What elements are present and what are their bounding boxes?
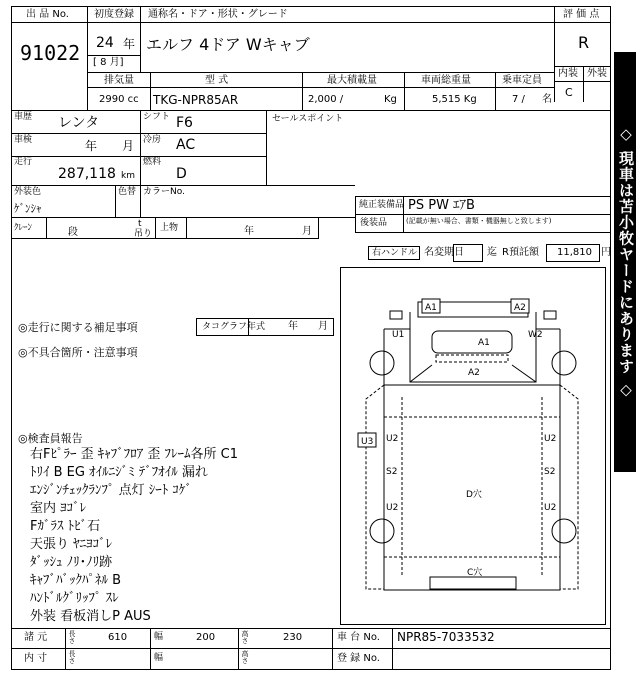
- divider: [11, 156, 266, 157]
- equipment-label: 純正装備品: [359, 200, 405, 210]
- inspector-line: ｷｬﾌﾞﾊﾞｯｸﾊﾟﾈﾙ B: [30, 573, 122, 588]
- length: 610: [108, 632, 128, 643]
- divider: [87, 72, 554, 73]
- divider: [583, 66, 584, 102]
- score: R: [578, 33, 590, 52]
- shift: F6: [176, 115, 193, 131]
- label-d-hole: D穴: [466, 490, 482, 500]
- divider: [11, 185, 355, 186]
- capacity-label: 乗車定員: [502, 75, 542, 86]
- name-change-box: [453, 244, 483, 262]
- label-s2-left: S2: [386, 467, 398, 477]
- chassis-no: NPR85-7033532: [397, 630, 495, 644]
- displacement: 2990 cc: [99, 94, 139, 105]
- interior-grade: C: [565, 86, 573, 99]
- aftermarket-label: 後装品: [360, 218, 388, 228]
- label-u3: U3: [361, 437, 374, 447]
- mileage-label: 走行: [14, 157, 33, 167]
- divider: [554, 81, 611, 82]
- divider: [150, 628, 151, 670]
- gross-weight-label: 車両総重量: [421, 75, 471, 86]
- label-u2-rear-left: U2: [386, 503, 399, 513]
- truck-diagram: [340, 267, 606, 625]
- inner-label: 内 寸: [24, 653, 48, 664]
- divider: [186, 217, 187, 239]
- rear-bumper: [430, 577, 516, 589]
- body-label: 上物: [160, 223, 179, 233]
- divider: [11, 133, 266, 134]
- divider: [11, 22, 88, 23]
- inspector-line: 天張り ﾔﾆﾖｺﾞﾚ: [30, 537, 113, 552]
- front-right-wheel: [552, 351, 576, 375]
- width-label: 幅: [154, 632, 164, 642]
- divider: [65, 628, 66, 670]
- rhd-label: 右ハンドル: [372, 248, 418, 258]
- divider: [11, 110, 611, 111]
- exterior-label: 外装: [587, 68, 607, 79]
- model-code: TKG-NPR85AR: [153, 93, 239, 107]
- divider: [332, 628, 333, 670]
- label-u2-right: U2: [544, 434, 557, 444]
- height-label: 高さ: [241, 630, 249, 644]
- divider: [554, 22, 611, 23]
- divider: [150, 72, 151, 110]
- label-u2-rear-right: U2: [544, 503, 557, 513]
- aftermarket-note: (記載が無い場合、書類・機器無しと致します): [406, 217, 552, 225]
- divider: [302, 72, 303, 110]
- inner-length-label: 長さ: [68, 650, 76, 664]
- sales-point-label: セールスポイント: [272, 114, 344, 124]
- cargo-bed: [384, 385, 560, 590]
- year-unit: 年: [123, 37, 136, 51]
- ext-color: ｹﾞﾝｼｬ: [14, 202, 42, 215]
- displacement-label: 排気量: [104, 75, 134, 86]
- label-u1: U1: [392, 330, 405, 340]
- cab-window: [432, 331, 512, 353]
- history: レンタ: [58, 115, 100, 131]
- max-load-label: 最大積載量: [327, 75, 377, 86]
- ac: AC: [176, 137, 196, 153]
- first-reg-year: 24: [96, 35, 114, 51]
- label-a2-center: A2: [468, 368, 480, 378]
- height: 230: [283, 632, 303, 643]
- model-desc: エルフ 4ドア Wキャブ: [146, 35, 310, 54]
- tacho-year: 年: [288, 321, 298, 332]
- divider: [554, 6, 555, 102]
- gross-weight: 5,515 Kg: [432, 94, 477, 105]
- label-u2-left: U2: [386, 434, 399, 444]
- inner-height-label: 高さ: [241, 650, 249, 664]
- model-desc-label: 通称名・ドア・形状・グレード: [148, 9, 288, 20]
- lot-no-label: 出 品 No.: [26, 9, 69, 20]
- name-change-date-label: 名変期日: [424, 247, 464, 258]
- color-change-label: 色替: [118, 187, 137, 197]
- divider: [11, 648, 611, 649]
- max-load-unit: Kg: [384, 94, 397, 105]
- equipment: PS PW ｴｱB: [408, 198, 475, 213]
- mileage-unit: km: [121, 171, 135, 181]
- inspector-line: 外装 看板消しP AUS: [30, 609, 151, 624]
- shift-label: シフト: [143, 112, 171, 122]
- inspection-label: 車検: [14, 135, 33, 145]
- fuel-label: 燃料: [143, 157, 162, 167]
- chassis-label: 車 台 No.: [337, 632, 380, 643]
- rear-left-wheel: [370, 519, 394, 543]
- inspector-line: ﾀﾞｯｼｭ ﾉﾘ･ﾉﾘ跡: [30, 555, 113, 570]
- first-reg-label: 初度登録: [94, 9, 134, 20]
- divider: [266, 110, 267, 185]
- inspector-line: ﾊﾝﾄﾞﾙｸﾞﾘｯﾌﾟ ｽﾚ: [30, 591, 119, 606]
- divider: [87, 6, 88, 72]
- body-month: 月: [302, 226, 312, 237]
- label-a1-left: A1: [425, 303, 437, 313]
- right-mirror: [544, 311, 556, 319]
- score-label: 評 価 点: [563, 9, 600, 20]
- tacho-month: 月: [318, 321, 328, 332]
- inspector-line: 室内 ﾖｺﾞﾚ: [30, 501, 87, 516]
- crane-ton: 吊り: [134, 229, 153, 239]
- capacity: 7 /: [512, 94, 525, 105]
- inspection-month: 月: [122, 139, 135, 153]
- lot-no: 91022: [20, 41, 81, 65]
- divider: [155, 217, 156, 239]
- r-deposit-label: R預託額: [502, 247, 539, 258]
- divider: [87, 87, 554, 88]
- ac-label: 冷房: [143, 135, 162, 145]
- divider: [140, 6, 141, 72]
- color-no-label: カラーNo.: [143, 187, 185, 197]
- crane-label: ｸﾚｰﾝ: [14, 223, 33, 233]
- first-reg-month: [ 8 月]: [93, 57, 124, 68]
- length-label: 長さ: [68, 630, 76, 644]
- divider: [404, 72, 405, 110]
- tacho-label: タコグラフ年式: [202, 322, 266, 332]
- inspection-year: 年: [85, 139, 98, 153]
- label-a2-right: A2: [514, 303, 526, 313]
- spec-label: 諸 元: [24, 632, 48, 643]
- r-deposit: 11,810: [557, 247, 592, 258]
- max-load: 2,000 /: [308, 94, 344, 105]
- divider: [355, 214, 611, 215]
- mileage: 287,118: [58, 166, 116, 182]
- divider: [392, 628, 393, 670]
- defect-notes-label: ◎不具合箇所・注意事項: [18, 346, 138, 359]
- divider: [46, 217, 47, 239]
- divider: [238, 628, 239, 670]
- model-label: 型 式: [205, 75, 229, 86]
- width: 200: [196, 632, 216, 643]
- history-label: 車歴: [14, 112, 33, 122]
- yen-unit: 円: [601, 247, 611, 258]
- inspector-line: ｴﾝｼﾞﾝﾁｪｯｸﾗﾝﾌﾟ 点灯 ｼｰﾄ ｺｹﾞ: [30, 483, 192, 498]
- ext-color-label: 外装色: [14, 187, 42, 197]
- divider: [140, 185, 141, 217]
- body-year: 年: [244, 226, 254, 237]
- fuel: D: [176, 166, 187, 182]
- label-w2: W2: [528, 330, 543, 340]
- divider: [495, 72, 496, 110]
- reg-no-label: 登 録 No.: [337, 653, 380, 664]
- inspector-line: 右Fﾋﾟﾗｰ 歪 ｷｬﾌﾞﾌﾛｱ 歪 ﾌﾚｰﾑ各所 C1: [30, 447, 238, 462]
- rear-right-wheel: [552, 519, 576, 543]
- capacity-unit: 名: [542, 94, 552, 105]
- label-a1-center: A1: [478, 338, 490, 348]
- yard-banner: ◇ 現車は苫小牧ヤードにあります ◇: [614, 52, 636, 472]
- divider: [115, 185, 116, 217]
- label-s2-right: S2: [544, 467, 556, 477]
- crane-ton-mark: t: [138, 219, 142, 229]
- interior-label: 内装: [558, 68, 578, 79]
- crane-stage: 段: [68, 227, 78, 238]
- inspector-line: ﾄﾘｲ B EG ｵｲﾙﾆｼﾞﾐ ﾃﾞﾌｵｲﾙ 漏れ: [30, 465, 208, 480]
- left-mirror: [390, 311, 402, 319]
- reduction-label: 迄: [487, 247, 497, 258]
- divider: [87, 22, 554, 23]
- dims-table: [11, 628, 611, 670]
- front-left-wheel: [370, 351, 394, 375]
- inspector-line: Fｶﾞﾗｽ ﾄﾋﾞ石: [30, 519, 101, 534]
- label-c-hole: C穴: [467, 568, 483, 578]
- divider: [140, 110, 141, 185]
- divider: [87, 72, 88, 110]
- inner-width-label: 幅: [154, 653, 164, 663]
- inspector-report-label: ◎検査員報告: [18, 432, 83, 445]
- divider: [87, 55, 140, 56]
- driving-notes-label: ◎走行に関する補足事項: [18, 321, 138, 334]
